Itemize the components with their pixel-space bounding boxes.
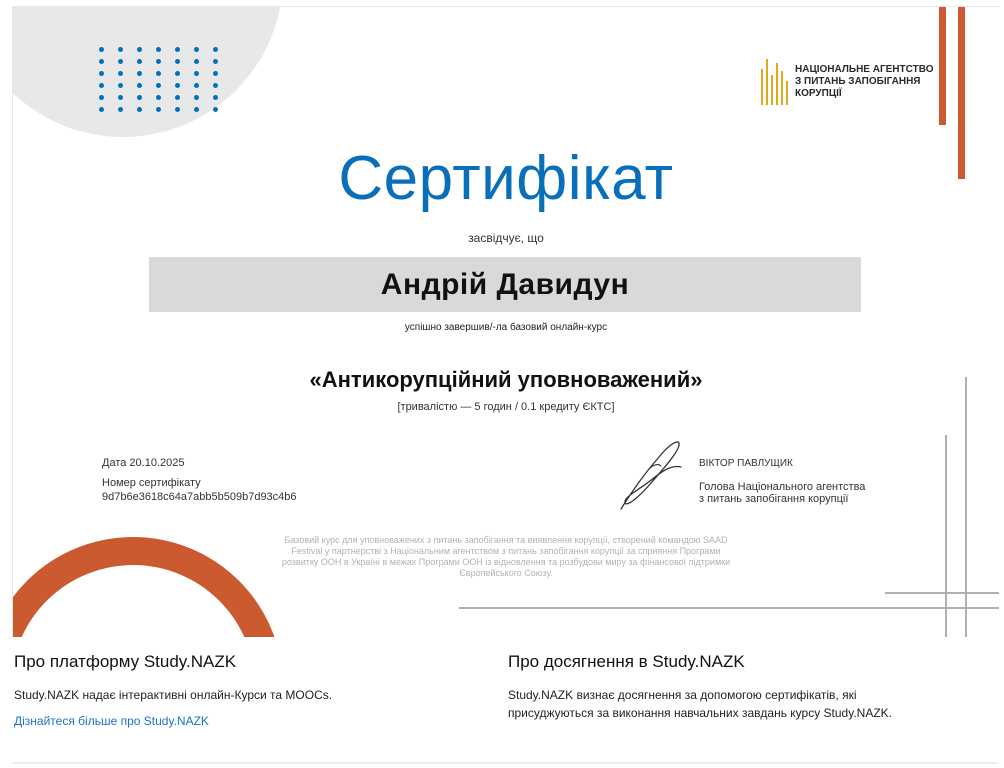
decorative-dot [156, 47, 161, 52]
decorative-dot [175, 47, 180, 52]
decorative-dot [175, 95, 180, 100]
decorative-dot [156, 59, 161, 64]
about-platform-section [14, 652, 474, 730]
decorative-dot [213, 107, 218, 112]
decorative-line [965, 377, 967, 637]
decorative-dot [175, 59, 180, 64]
page-divider [12, 762, 998, 764]
learn-more-link[interactable]: Дізнайтеся більше про Study.NAZK [14, 714, 209, 728]
footer-line: розвитку ООН в Україні в межах Програми ООН із відновлення та розбудови миру за фінансової підтримки [281, 557, 731, 567]
course-duration: [тривалістю — 5 годин / 0.1 кредиту ЄКТС] [397, 401, 615, 413]
decorative-dot [156, 71, 161, 76]
signer-role-line: з питань запобігання корупції [699, 493, 849, 505]
decorative-dot [213, 83, 218, 88]
footer-line: Festival у партнерстві з Національним агентством з питань запобігання корупції за сприяння Програми [291, 546, 721, 556]
logo-line: НАЦІОНАЛЬНЕ АГЕНТСТВО [795, 64, 934, 75]
about-platform-heading: Про платформу Study.NAZK [14, 652, 237, 671]
decorative-dot [118, 95, 123, 100]
decorative-dot [156, 107, 161, 112]
decorative-dot [118, 59, 123, 64]
decorative-dot [137, 107, 142, 112]
footer-line: Європейського Союзу. [459, 568, 553, 578]
certificate-title: Сертифікат [338, 144, 674, 213]
decorative-dot [175, 107, 180, 112]
decorative-dot [194, 107, 199, 112]
decorative-line [459, 607, 999, 609]
decorative-dot [99, 71, 104, 76]
certificate-number: 9d7b6e3618c64a7abb5b509b7d93c4b6 [102, 491, 297, 503]
about-achievements-text [508, 686, 988, 722]
decorative-dot [99, 59, 104, 64]
decorative-dot [99, 95, 104, 100]
logo-line: КОРУПЦІЇ [795, 88, 842, 99]
decorative-dot [213, 47, 218, 52]
decorative-dot [137, 47, 142, 52]
decorative-dot [118, 83, 123, 88]
about-achievements-section [508, 652, 988, 722]
recipient-name: Андрій Давидун [149, 257, 861, 312]
decorative-dot [175, 83, 180, 88]
decorative-dot [118, 47, 123, 52]
decorative-dot [99, 83, 104, 88]
decorative-dot [118, 71, 123, 76]
decorative-dot [194, 47, 199, 52]
decorative-dot [118, 107, 123, 112]
decorative-circle [12, 6, 283, 137]
decorative-dot [137, 59, 142, 64]
decorative-dot [99, 107, 104, 112]
nazk-bars-logo-icon [759, 59, 789, 105]
decorative-dot [156, 83, 161, 88]
nazk-logo [759, 59, 933, 105]
about-achievements-line: Study.NAZK визнає досягнення за допомогою сертифікатів, які [508, 688, 857, 702]
decorative-dot [213, 95, 218, 100]
logo-text [795, 64, 933, 100]
about-achievements-line: присуджуються за виконання навчальних завдань курсу Study.NAZK. [508, 706, 892, 720]
decorative-line [885, 592, 999, 594]
decorative-dot [137, 71, 142, 76]
signer-role-line: Голова Національного агентства [699, 481, 866, 493]
certificate-footer-note [209, 535, 803, 579]
issue-date: Дата 20.10.2025 [102, 457, 185, 469]
certificate [12, 6, 999, 637]
decorative-dot [194, 71, 199, 76]
decorative-dot [213, 59, 218, 64]
certifies-label: засвідчує, що [468, 231, 544, 245]
certificate-number-label: Номер сертифікату [102, 477, 201, 489]
footer-line: Базовий курс для уповноважених з питань запобігання та виявлення корупції, створений командою SAAD [284, 535, 728, 545]
decorative-dot [156, 95, 161, 100]
signer-block [699, 458, 919, 505]
decorative-dot [99, 47, 104, 52]
signer-role [699, 481, 919, 505]
course-title: «Антикорупційний уповноважений» [309, 367, 703, 392]
decorative-dot [194, 95, 199, 100]
about-achievements-heading: Про досягнення в Study.NAZK [508, 652, 745, 671]
decorative-dot [213, 71, 218, 76]
decorative-dot [194, 83, 199, 88]
logo-line: З ПИТАНЬ ЗАПОБІГАННЯ [795, 76, 921, 87]
handwritten-signature [611, 433, 691, 513]
decorative-dot [194, 59, 199, 64]
decorative-dot [137, 95, 142, 100]
certificate-meta [102, 456, 297, 504]
orange-accent-bar [939, 7, 946, 125]
about-platform-text: Study.NAZK надає інтерактивні онлайн-Курси та MOOCs. [14, 688, 333, 702]
decorative-dot [137, 83, 142, 88]
decorative-dot [175, 71, 180, 76]
completed-label: успішно завершив/-ла базовий онлайн-курс [404, 322, 608, 333]
signer-name: ВІКТОР ПАВЛУЩИК [699, 458, 793, 469]
